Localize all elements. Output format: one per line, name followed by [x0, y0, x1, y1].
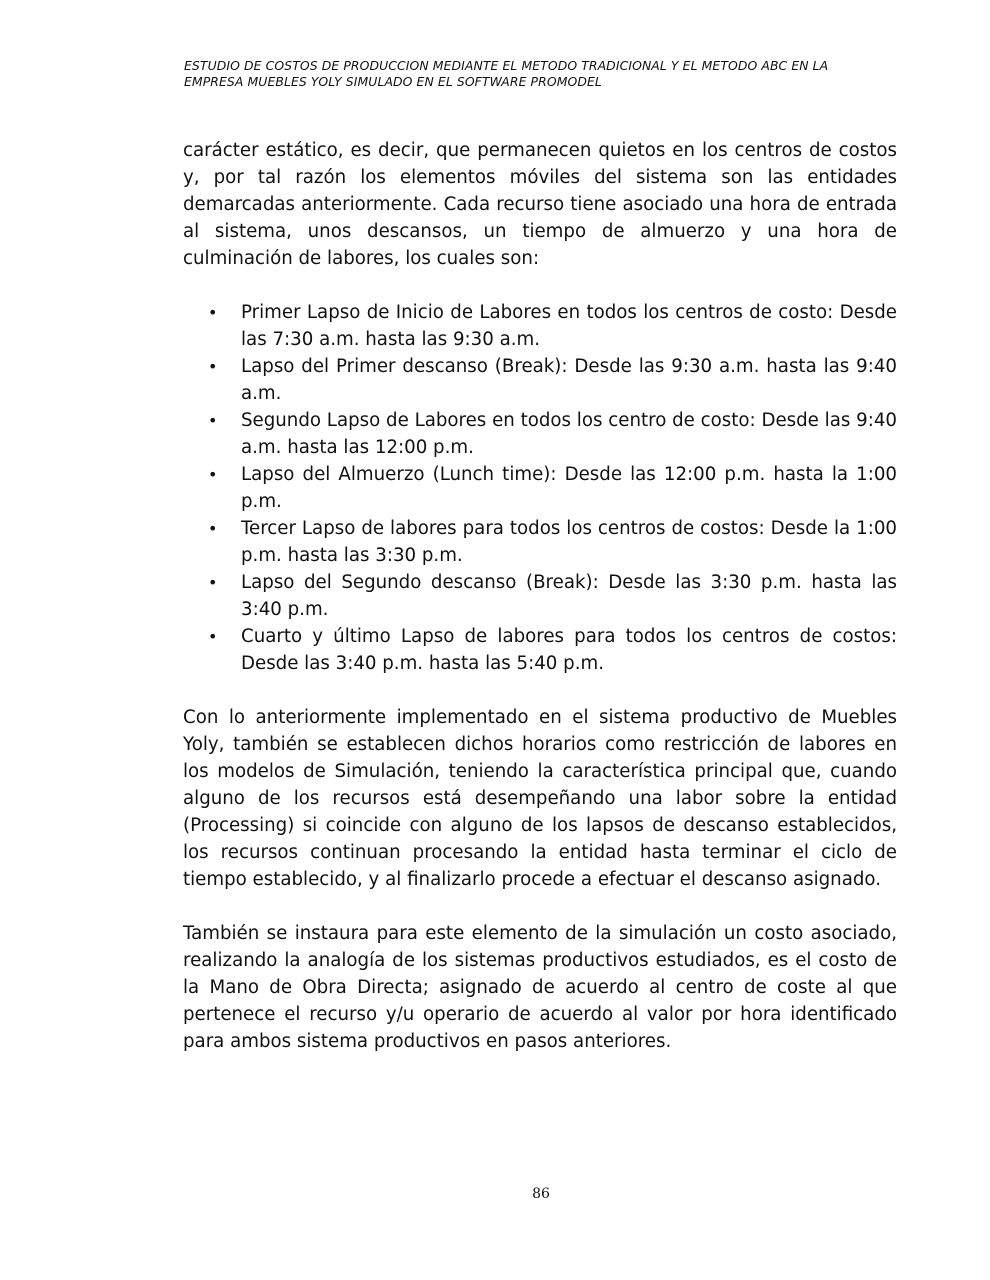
schedule-list-item-7	[183, 623, 897, 677]
schedule-list-item-6	[183, 569, 897, 623]
bullet-icon: •	[208, 411, 218, 430]
list-item-text: Segundo Lapso de Labores en todos los centro de costo: Desde las 9:40 a.m. hasta las 12:00 p.m.	[241, 410, 897, 458]
list-item-text: Lapso del Primer descanso (Break): Desde las 9:30 a.m. hasta las 9:40 a.m.	[241, 356, 897, 404]
schedule-list	[183, 299, 897, 677]
paragraph-spacer	[183, 893, 897, 920]
cost-paragraph: También se instaura para este elemento de la simulación un costo asociado, realizando la analogía de los sistemas productivos estudiados, es el costo de la Mano de Obra Directa; asignado de acuerdo al centro de coste al que pertenece el recurso y/u operario de acuerdo al valor por hora identificado para ambos sistema productivos en pasos anteriores.	[183, 923, 897, 1052]
list-item-text: Tercer Lapso de labores para todos los centros de costos: Desde la 1:00 p.m. hasta las 3:30 p.m.	[241, 518, 897, 566]
paragraph-spacer	[183, 272, 897, 299]
schedule-list-item-2	[183, 353, 897, 407]
bullet-icon: •	[208, 303, 218, 322]
list-item-text: Cuarto y último Lapso de labores para todos los centros de costos: Desde las 3:40 p.m. hasta las 5:40 p.m.	[241, 626, 897, 674]
paragraph-spacer	[183, 677, 897, 704]
schedule-list-item-5	[183, 515, 897, 569]
bullet-icon: •	[208, 357, 218, 376]
page-body	[183, 137, 897, 1055]
list-item-text: Lapso del Almuerzo (Lunch time): Desde las 12:00 p.m. hasta la 1:00 p.m.	[241, 464, 897, 512]
schedule-list-item-4	[183, 461, 897, 515]
bullet-icon: •	[208, 465, 218, 484]
implementation-paragraph: Con lo anteriormente implementado en el sistema productivo de Muebles Yoly, también se establecen dichos horarios como restricción de labores en los modelos de Simulación, teniendo la característica principal que, cuando alguno de los recursos está desempeñando una labor sobre la entidad (Processing) si coincide con alguno de los lapsos de descanso establecidos, los recursos continuan procesando la entidad hasta terminar el ciclo de tiempo establecido, y al finalizarlo procede a efectuar el descanso asignado.	[183, 707, 897, 890]
bullet-icon: •	[208, 627, 218, 646]
schedule-list-item-1	[183, 299, 897, 353]
running-header-line-1: ESTUDIO DE COSTOS DE PRODUCCION MEDIANTE EL METODO TRADICIONAL Y EL METODO ABC EN LA	[184, 58, 829, 73]
intro-paragraph: carácter estático, es decir, que permanecen quietos en los centros de costos y, por tal razón los elementos móviles del sistema son las entidades demarcadas anteriormente. Cada recurso tiene asociado una hora de entrada al sistema, unos descansos, un tiempo de almuerzo y una hora de culminación de labores, los cuales son:	[183, 140, 897, 269]
page-number: 86	[532, 1186, 550, 1202]
bullet-icon: •	[208, 519, 218, 538]
running-header-line-2: EMPRESA MUEBLES YOLY SIMULADO EN EL SOFTWARE PROMODEL	[184, 74, 602, 89]
list-item-text: Primer Lapso de Inicio de Labores en todos los centros de costo: Desde las 7:30 a.m. hasta las 9:30 a.m.	[241, 302, 897, 350]
bullet-icon: •	[208, 573, 218, 592]
list-item-text: Lapso del Segundo descanso (Break): Desde las 3:30 p.m. hasta las 3:40 p.m.	[241, 572, 897, 620]
schedule-list-item-3	[183, 407, 897, 461]
running-header	[184, 58, 884, 90]
